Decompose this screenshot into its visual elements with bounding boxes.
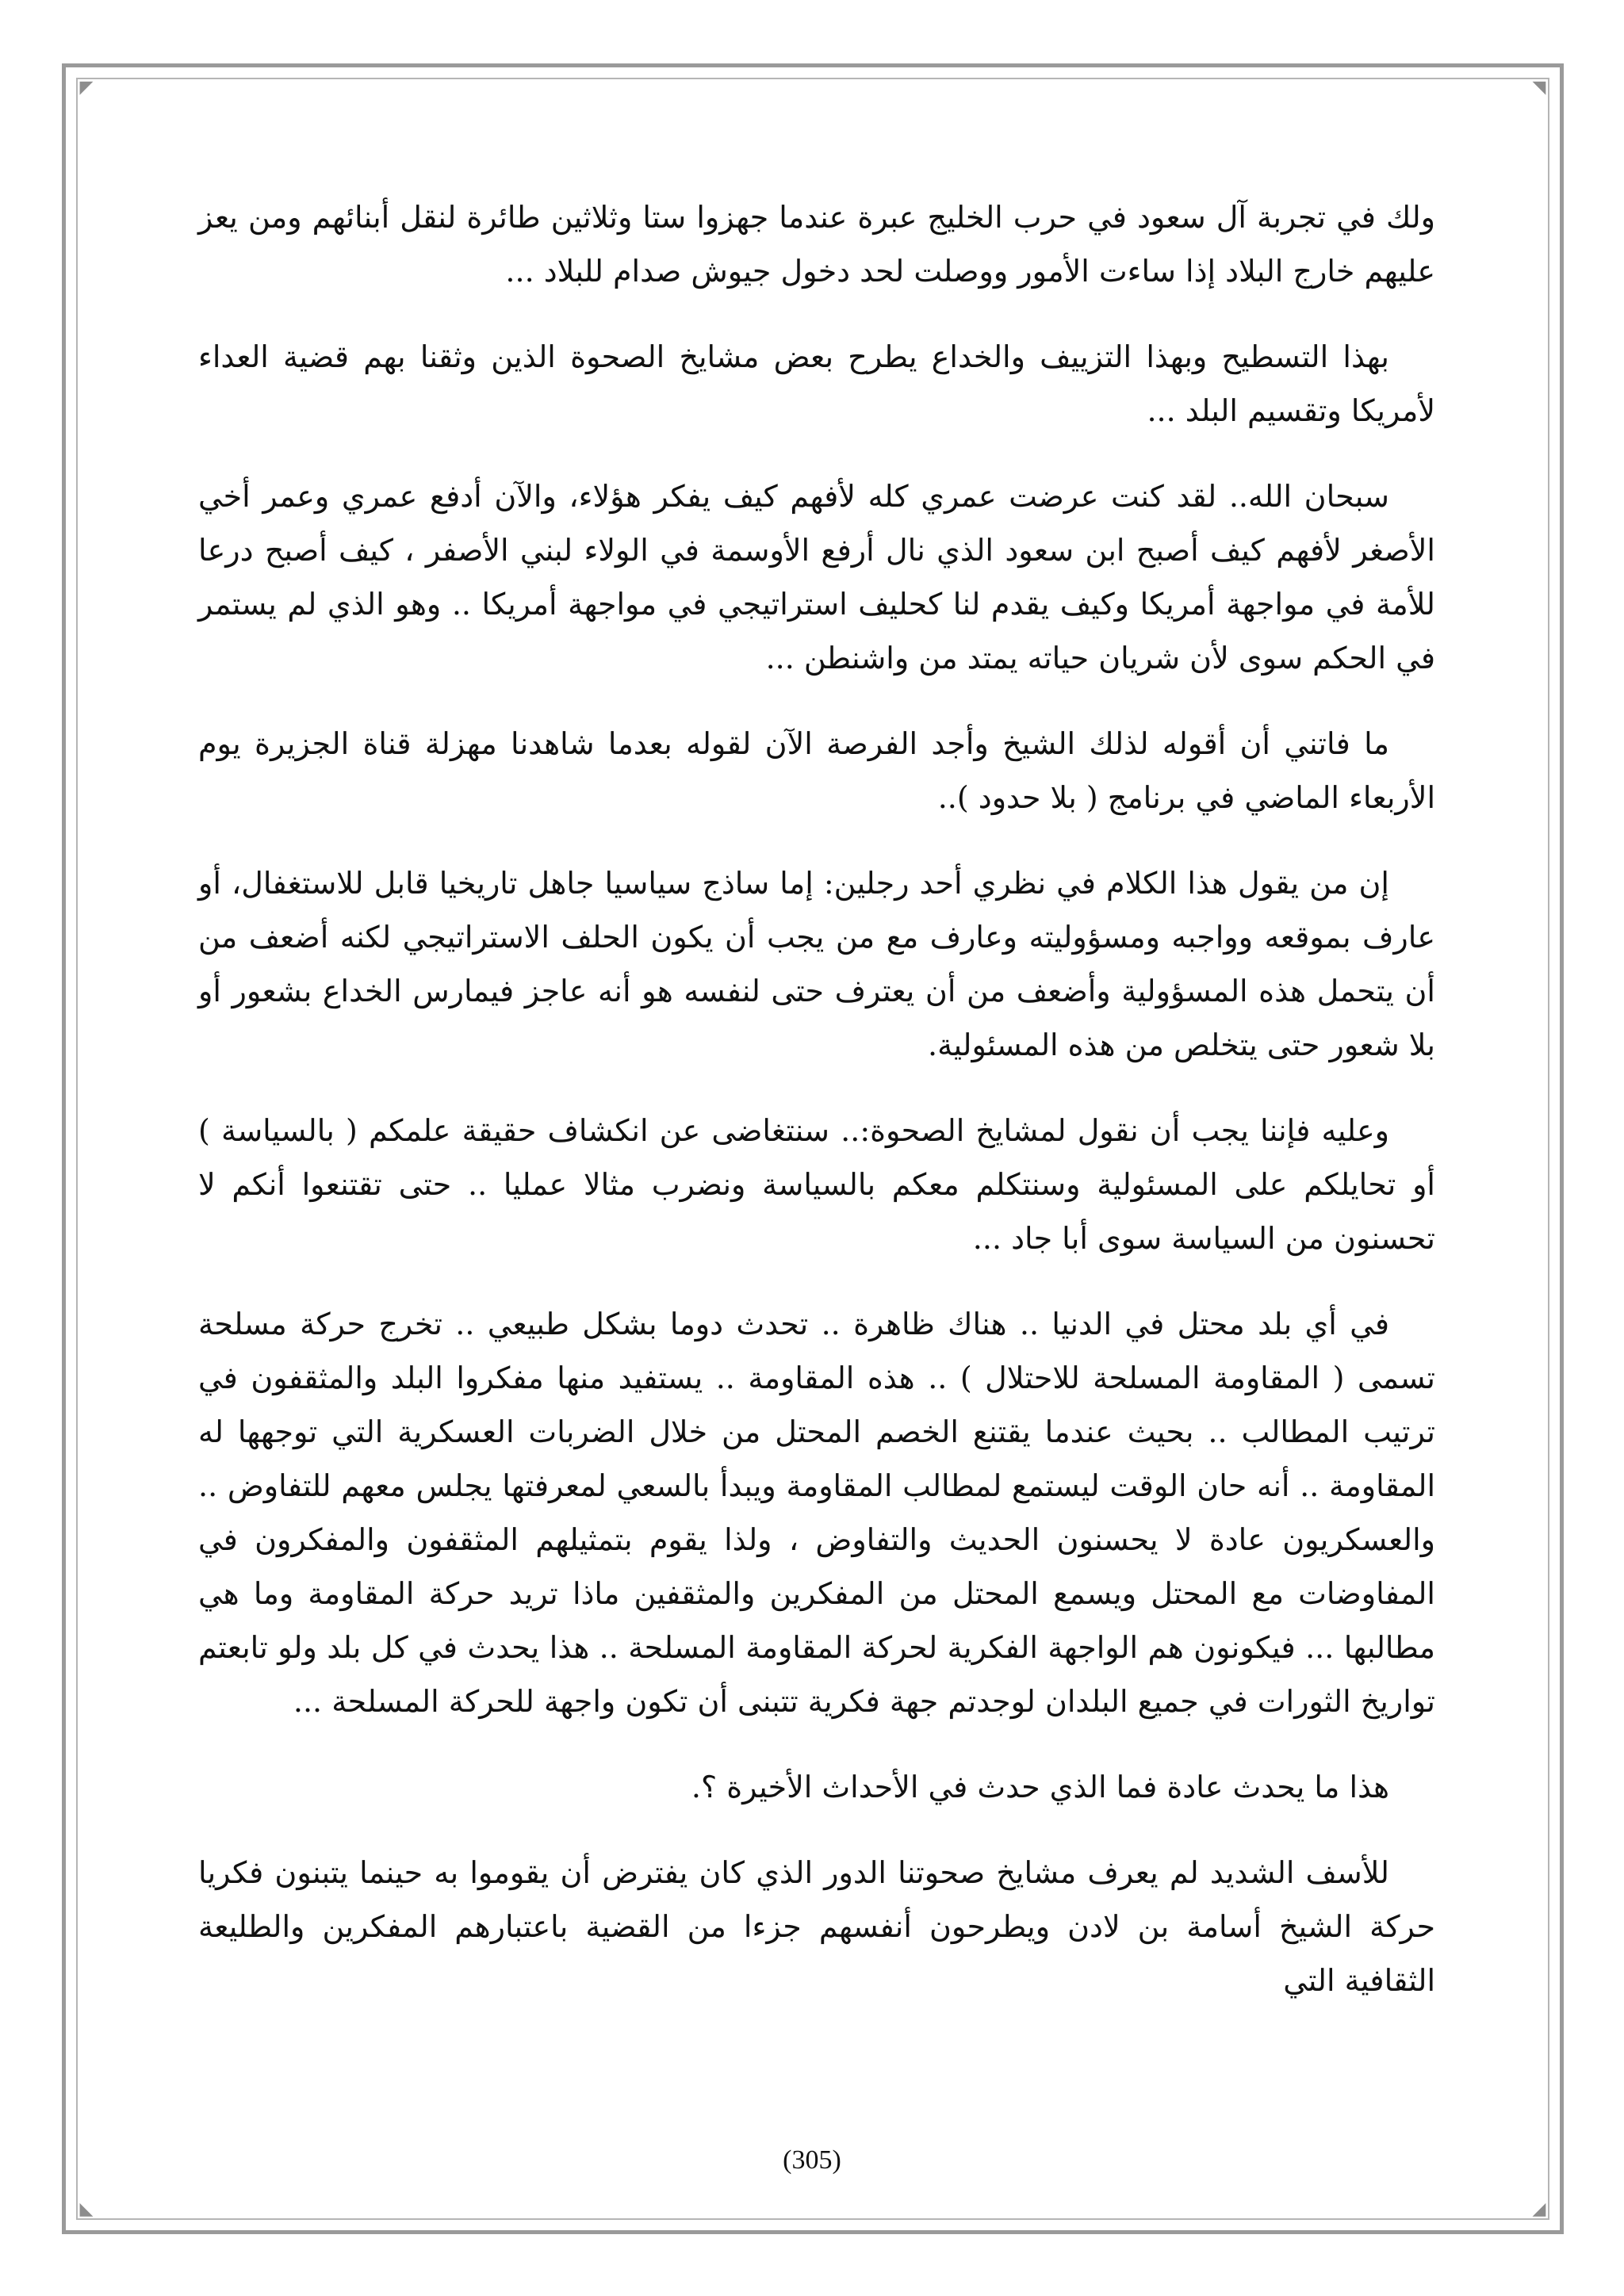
paragraph-6: وعليه فإننا يجب أن نقول لمشايخ الصحوة:.. سنتغاضى عن انكشاف حقيقة علمكم ( بالسياسة ) أو تحايلكم على المسئولية وسنتكلم معكم بالسياسة ونضرب مثالا عمليا .. حتى تقتنعوا أنكم لا تحسنون من السياسة سوى أبا جاد ... bbox=[198, 1113, 1435, 1256]
paragraph-5: إن من يقول هذا الكلام في نظري أحد رجلين: إما ساذج سياسيا جاهل تاريخيا قابل للاستغفال، أو عارف بموقعه وواجبه ومسؤوليته وعارف مع من يجب أن يكون الحلف الاستراتيجي لكنه أضعف من أن يتحمل هذه المسؤولية وأضعف من أن يعترف حتى لنفسه هو أنه عاجز فيمارس الخداع بشعور أو بلا شعور حتى يتخلص من هذه المسئولية. bbox=[198, 866, 1435, 1062]
paragraph-2: بهذا التسطيح وبهذا التزييف والخداع يطرح بعض مشايخ الصحوة الذين وثقنا بهم قضية العداء لأمريكا وتقسيم البلد ... bbox=[198, 339, 1435, 428]
page-body-text bbox=[198, 190, 1435, 2039]
corner-ornament-top-right: ◥ bbox=[1532, 78, 1546, 98]
corner-ornament-top-left: ◤ bbox=[79, 78, 94, 98]
page-number: (305) bbox=[783, 2145, 841, 2175]
corner-ornament-bottom-right: ◢ bbox=[1532, 2199, 1546, 2219]
paragraph-1: ولك في تجربة آل سعود في حرب الخليج عبرة عندما جهزوا ستا وثلاثين طائرة لنقل أبنائهم ومن يعز عليهم خارج البلاد إذا ساءت الأمور ووصلت لحد دخول جيوش صدام للبلاد ... bbox=[198, 200, 1435, 289]
paragraph-3: سبحان الله.. لقد كنت عرضت عمري كله لأفهم كيف يفكر هؤلاء، والآن أدفع عمري وعمر أخي الأصغر لأفهم كيف أصبح ابن سعود الذي نال أرفع الأوسمة في الولاء لبني الأصفر ، كيف أصبح درعا للأمة في مواجهة أمريكا وكيف يقدم لنا كحليف استراتيجي في مواجهة أمريكا .. وهو الذي لم يستمر في الحكم سوى لأن شريان حياته يمتد من واشنطن ... bbox=[198, 479, 1435, 675]
paragraph-7: في أي بلد محتل في الدنيا .. هناك ظاهرة .. تحدث دوما بشكل طبيعي .. تخرج حركة مسلحة تسمى ( المقاومة المسلحة للاحتلال ) .. هذه المقاومة .. يستفيد منها مفكروا البلد والمثقفون في ترتيب المطالب .. بحيث عندما يقتنع الخصم المحتل من خلال الضربات العسكرية التي توجهها له المقاومة .. أنه حان الوقت ليستمع لمطالب المقاومة ويبدأ بالسعي لمعرفتها يجلس معهم للتفاوض .. والعسكريون عادة لا يحسنون الحديث والتفاوض ، ولذا يقوم بتمثيلهم المثقفون والمفكرون في المفاوضات مع المحتل ويسمع المحتل من المفكرين والمثقفين ماذا تريد حركة المقاومة وما هي مطالبها ... فيكونون هم الواجهة الفكرية لحركة المقاومة المسلحة .. هذا يحدث في كل بلد ولو تابعتم تواريخ الثورات في جميع البلدان لوجدتم جهة فكرية تتبنى أن تكون واجهة للحركة المسلحة ... bbox=[198, 1307, 1435, 1719]
paragraph-9: للأسف الشديد لم يعرف مشايخ صحوتنا الدور الذي كان يفترض أن يقوموا به حينما يتبنون فكريا حركة الشيخ أسامة بن لادن ويطرحون أنفسهم جزءا من القضية باعتبارهم المفكرين والطليعة الثقافية التي bbox=[198, 1855, 1435, 1998]
paragraph-4: ما فاتني أن أقوله لذلك الشيخ وأجد الفرصة الآن لقوله بعدما شاهدنا مهزلة قناة الجزيرة يوم الأربعاء الماضي في برنامج ( بلا حدود ).. bbox=[198, 726, 1435, 815]
paragraph-8: هذا ما يحدث عادة فما الذي حدث في الأحداث الأخيرة ؟. bbox=[691, 1770, 1389, 1804]
corner-ornament-bottom-left: ◣ bbox=[79, 2199, 94, 2219]
